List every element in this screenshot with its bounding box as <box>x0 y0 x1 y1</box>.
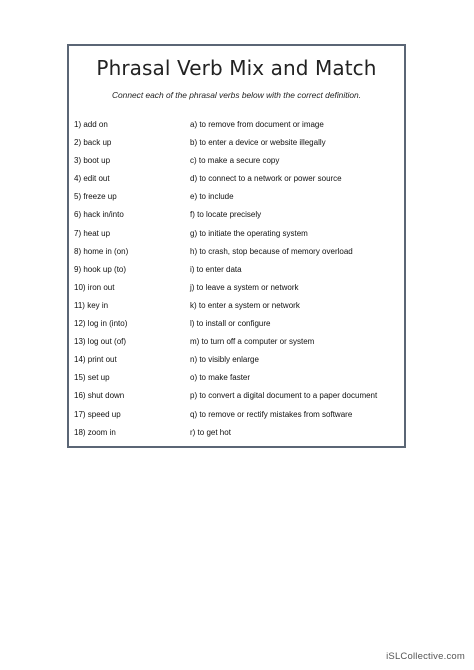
definition: r) to get hot <box>190 427 231 437</box>
match-row <box>74 243 404 261</box>
match-row <box>74 134 404 152</box>
phrasal-verb: 1) add on <box>74 120 108 129</box>
match-row <box>74 279 404 297</box>
worksheet-title: Phrasal Verb Mix and Match <box>96 56 377 80</box>
phrasal-verb: 14) print out <box>74 355 117 365</box>
phrasal-verb: 13) log out (of) <box>74 337 127 347</box>
definition: c) to make a secure copy <box>190 156 280 166</box>
definition: n) to visibly enlarge <box>190 355 259 365</box>
phrasal-verb: 8) home in (on) <box>74 246 129 256</box>
definition: m) to turn off a computer or system <box>190 337 315 347</box>
definition: a) to remove from document or image <box>190 120 324 129</box>
phrasal-verb: 6) hack in/into <box>74 210 124 220</box>
match-row <box>74 152 404 170</box>
match-row <box>74 206 404 224</box>
match-row <box>74 369 404 387</box>
match-row <box>74 225 404 243</box>
match-row <box>74 406 404 424</box>
match-row <box>74 333 404 351</box>
definition: k) to enter a system or network <box>190 300 300 310</box>
phrasal-verb: 10) iron out <box>74 282 115 292</box>
definition: d) to connect to a network or power source <box>190 174 342 184</box>
phrasal-verb: 12) log in (into) <box>74 319 128 329</box>
match-row <box>74 297 404 315</box>
match-row <box>74 261 404 279</box>
definition: g) to initiate the operating system <box>190 228 308 238</box>
phrasal-verb: 15) set up <box>74 373 110 383</box>
definition: q) to remove or rectify mistakes from software <box>190 409 353 419</box>
match-row <box>74 351 404 369</box>
phrasal-verb: 9) hook up (to) <box>74 264 127 274</box>
definition: j) to leave a system or network <box>190 282 299 292</box>
definition: b) to enter a device or website illegally <box>190 138 326 148</box>
definition: i) to enter data <box>190 264 242 274</box>
phrasal-verb: 2) back up <box>74 138 112 148</box>
definition: o) to make faster <box>190 373 251 383</box>
definition: p) to convert a digital document to a paper document <box>190 391 378 401</box>
match-row <box>74 387 404 405</box>
phrasal-verb: 5) freeze up <box>74 192 117 202</box>
phrasal-verb: 16) shut down <box>74 391 125 401</box>
worksheet-frame <box>67 44 406 448</box>
phrasal-verb: 4) edit out <box>74 174 110 184</box>
phrasal-verb: 3) boot up <box>74 156 111 166</box>
site-watermark: iSLCollective.com <box>386 651 465 662</box>
match-row <box>74 315 404 333</box>
definition: f) to locate precisely <box>190 210 262 220</box>
match-row <box>74 188 404 206</box>
match-row <box>74 116 404 134</box>
definition: h) to crash, stop because of memory overload <box>190 246 353 256</box>
definition: e) to include <box>190 192 234 202</box>
phrasal-verb: 7) heat up <box>74 228 111 238</box>
phrasal-verb: 18) zoom in <box>74 427 116 437</box>
phrasal-verb: 17) speed up <box>74 409 121 419</box>
instruction-text: Connect each of the phrasal verbs below with the correct definition. <box>111 90 362 100</box>
match-row <box>74 424 404 442</box>
match-list <box>74 116 404 442</box>
definition: l) to install or configure <box>190 319 271 329</box>
phrasal-verb: 11) key in <box>74 300 109 310</box>
match-row <box>74 170 404 188</box>
